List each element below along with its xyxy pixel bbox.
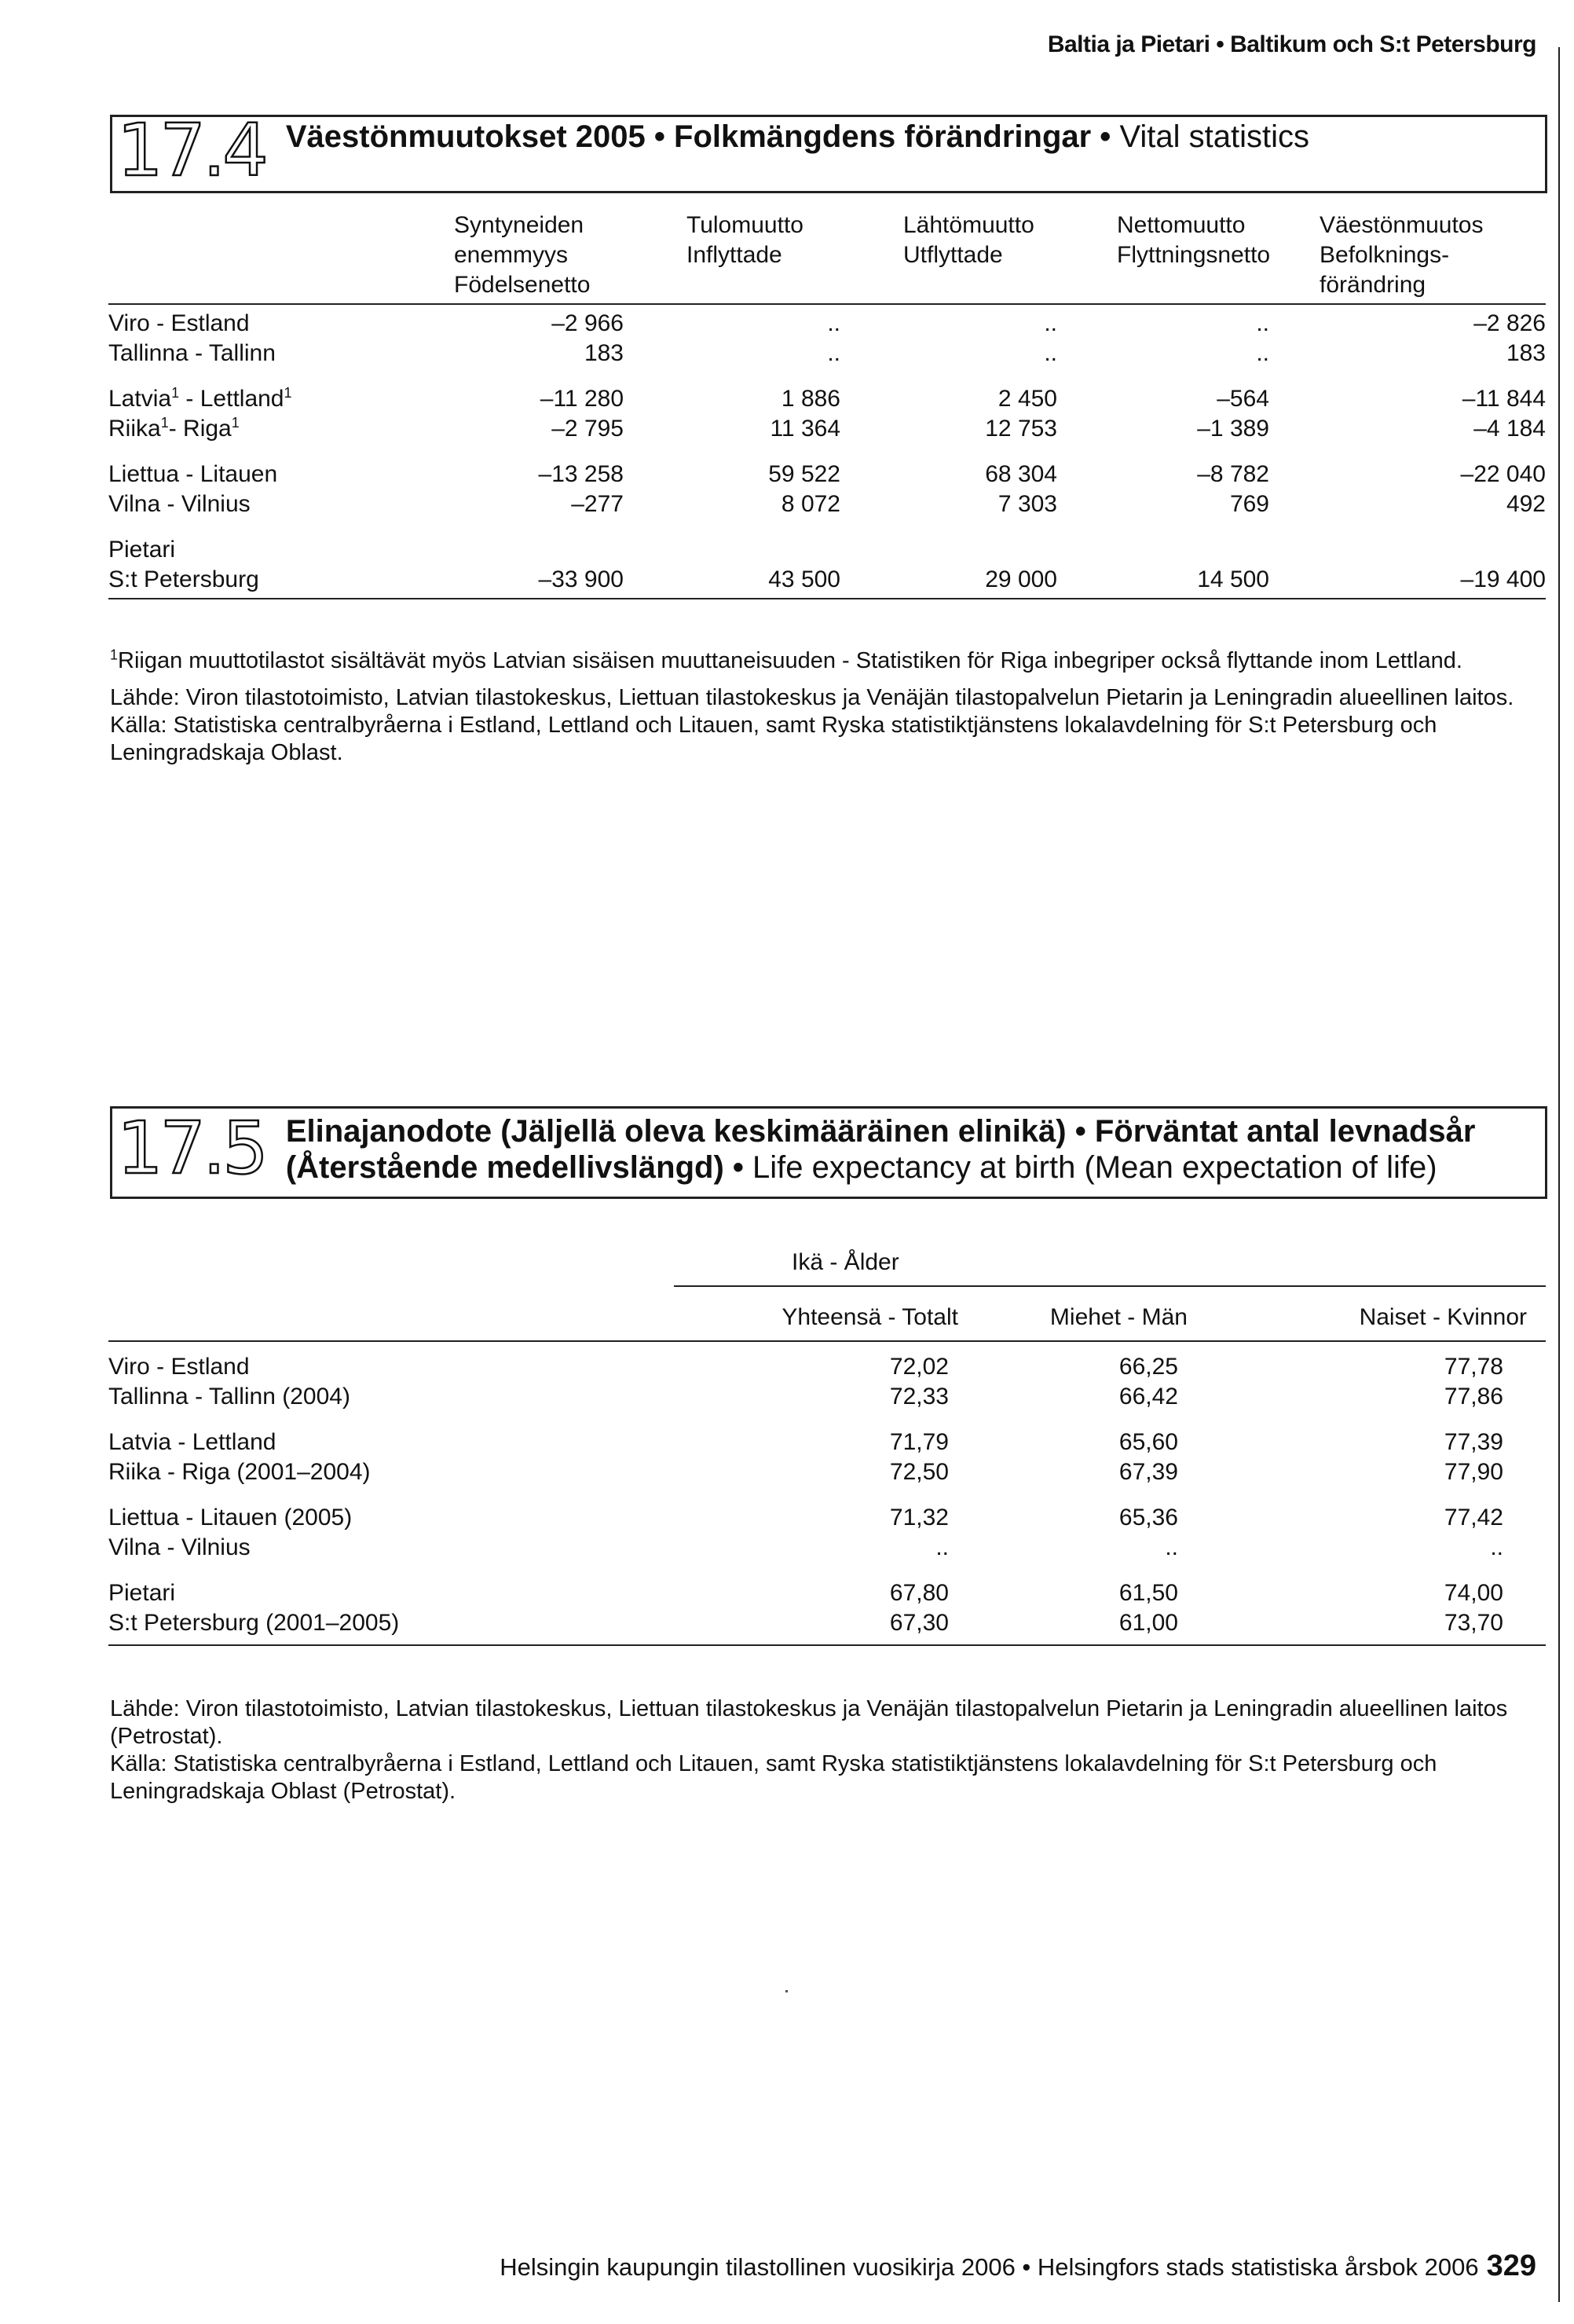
stray-dot bbox=[785, 1990, 788, 1992]
table-17-4-title bbox=[286, 117, 1309, 155]
column-header: Yhteensä - Totalt bbox=[674, 1286, 965, 1341]
table-row: Viro - Estland 72,02 66,25 77,78 bbox=[108, 1354, 1503, 1380]
table-17-5-header-row bbox=[108, 1286, 1546, 1341]
table-row: Tallinna - Tallinn (2004) 72,33 66,42 77,86 bbox=[108, 1384, 1503, 1409]
age-header-row bbox=[108, 1248, 1546, 1286]
table-17-5-title-line2-normal: Life expectancy at birth (Mean expectation of life) bbox=[752, 1150, 1437, 1185]
table-row: Latvia$^1$ - Lettland$^1$ –11 280 1 886 2 450 –564 –11 844 bbox=[108, 385, 1546, 412]
table-row: Riika$^1$- Riga$^1$ –2 795 11 364 12 753 –1 389 –4 184 bbox=[108, 415, 1546, 442]
table-row: Latvia - Lettland 71,79 65,60 77,39 bbox=[108, 1429, 1503, 1455]
page-footer bbox=[500, 2249, 1536, 2283]
table-17-4 bbox=[108, 206, 1546, 599]
column-header: Miehet - Män bbox=[965, 1286, 1247, 1341]
page-edge-rule bbox=[1558, 47, 1560, 2302]
column-header: Tulomuutto Inflyttade bbox=[671, 206, 888, 304]
table-17-4-title-box bbox=[110, 108, 1547, 193]
table-row: Pietari 67,80 61,50 74,00 bbox=[108, 1580, 1503, 1606]
table-17-5-title-box bbox=[110, 1106, 1547, 1199]
running-header: Baltia ja Pietari • Baltikum och S:t Petersburg bbox=[1047, 31, 1536, 57]
table-row: Vilna - Vilnius .. .. .. bbox=[108, 1534, 1503, 1560]
column-header: Lähtömuutto Utflyttade bbox=[888, 206, 1104, 304]
age-header: Ikä - Ålder bbox=[674, 1248, 1546, 1286]
table-17-4-title-bold: Väestönmuutokset 2005 • Folkmängdens förändringar • bbox=[285, 119, 1111, 154]
table-row: Riika - Riga (2001–2004) 72,50 67,39 77,90 bbox=[108, 1459, 1503, 1485]
footer-text: Helsingin kaupungin tilastollinen vuosikirja 2006 • Helsingfors stads statistiska årsbok 2006 bbox=[500, 2253, 1479, 2281]
table-17-5-number: 17.5 bbox=[117, 1106, 265, 1190]
table-17-4-header-blank bbox=[108, 206, 454, 304]
table-17-5 bbox=[108, 1248, 1546, 1646]
table-17-5-title bbox=[286, 1109, 1476, 1186]
table-17-4-number: 17.4 bbox=[117, 108, 265, 192]
source-sv: Källa: Statistiska centralbyråerna i Estland, Lettland och Litauen, samt Ryska statistiktjänstens lokalavdelning för S:t Petersburg och Leningradskaja Oblast (Petrostat). bbox=[110, 1751, 1437, 1804]
table-row: S:t Petersburg (2001–2005) 67,30 61,00 73,70 bbox=[108, 1608, 1546, 1645]
table-row: S:t Petersburg –33 900 43 500 29 000 14 500 –19 400 bbox=[108, 565, 1546, 599]
table-row: Viro - Estland –2 966 .. .. .. –2 826 bbox=[108, 310, 1546, 336]
source-sv: Källa: Statistiska centralbyråerna i Estland, Lettland och Litauen, samt Ryska statistiktjänstens lokalavdelning för S:t Petersburg och Leningradskaja Oblast. bbox=[110, 713, 1437, 765]
table-17-4-title-normal: Vital statistics bbox=[1119, 119, 1309, 154]
table-17-4-notes bbox=[110, 647, 1539, 776]
source-fi: Lähde: Viron tilastotoimisto, Latvian tilastokeskus, Liettuan tilastokeskus ja Venäjän tilastopalvelun Pietarin ja Leningradin alueellinen laitos. bbox=[110, 685, 1514, 710]
table-row: Liettua - Litauen (2005) 71,32 65,36 77,42 bbox=[108, 1505, 1503, 1530]
table-17-5-title-line2-bold: (Återstående medellivslängd) • bbox=[285, 1150, 744, 1185]
page-number: 329 bbox=[1486, 2249, 1536, 2282]
footnote: $^1$Riigan muuttotilastot sisältävät myös Latvian sisäisen muuttaneisuuden - Statistiken för Riga inbegriper också flyttande inom Lettland. bbox=[110, 647, 1462, 673]
column-header: Syntyneiden enemmyys Födelsenetto bbox=[454, 206, 671, 304]
column-header: Naiset - Kvinnor bbox=[1247, 1286, 1546, 1341]
table-17-4-header-row bbox=[108, 206, 1546, 304]
table-row: Vilna - Vilnius –277 8 072 7 303 769 492 bbox=[108, 491, 1546, 517]
table-row: Tallinna - Tallinn 183 .. .. .. 183 bbox=[108, 340, 1546, 366]
column-header: Väestönmuutos Befolknings- förändring bbox=[1316, 206, 1546, 304]
table-17-5-notes bbox=[110, 1695, 1539, 1815]
table-row: Liettua - Litauen –13 258 59 522 68 304 –8 782 –22 040 bbox=[108, 461, 1546, 487]
source-fi: Lähde: Viron tilastotoimisto, Latvian tilastokeskus, Liettuan tilastokeskus ja Venäjän tilastopalvelun Pietarin ja Leningradin alueellinen laitos (Petrostat). bbox=[110, 1696, 1508, 1749]
table-17-5-title-line1: Elinajanodote (Jäljellä oleva keskimääräinen elinikä) • Förväntat antal levnadsår bbox=[285, 1114, 1476, 1149]
table-row: Pietari bbox=[108, 537, 176, 563]
column-header: Nettomuutto Flyttningsnetto bbox=[1104, 206, 1316, 304]
